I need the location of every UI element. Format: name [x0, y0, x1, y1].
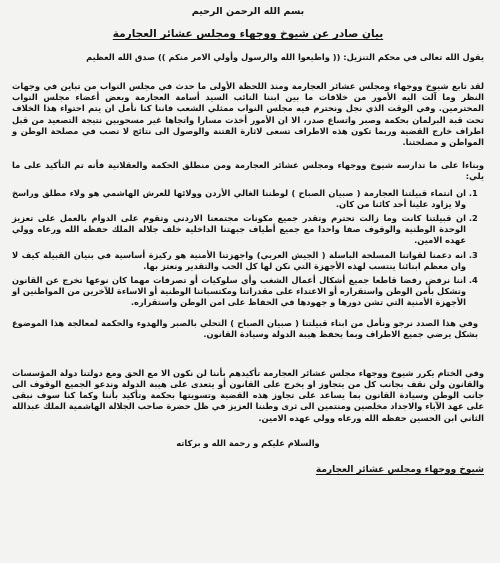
statement-title: بيان صادر عن شيوخ ووجهاء ومجلس عشائر العجارمة: [112, 28, 384, 41]
lead-paragraph: وبناءا على ما تدارسه شيوخ ووجهاء ومجلس عشائر العجارمة ومن منطلق الحكمة والعقلانية فأنه تم التأكيد على ما يلي:: [12, 159, 484, 181]
basmala-heading: بسم الله الرحمن الرحيم: [191, 6, 305, 17]
intro-paragraph: لقد تابع شيوخ ووجهاء ومجلس عشائر العجارمة ومنذ اللحظة الأولى ما حدث في مجلس النواب من تباين في وجهات النظر وما آلت اليه الأمور من خلافات ما بين ابننا النائب السيد أسامة العجارمة وبعض أعضاء مجلس النواب المحترمين. وفي الوقت الذي نجل ونحترم فيه مجلس النواب ممثلي الشعب فاننا كنا نأمل ان يتم احتواء هذا الخلاف تحت قبة البرلمان بحكمة وصبر واتساع صدر، الا ان الأمور أخذت مسارا واتجاها غير مسحوبين نتيجة التصعيد من قبل اطراف خارج القضية وربما تكون هذه الاطراف تسعى لاثارة الفتنة والوصول الى نتائج لا تصب في مصلحة الوطن و المواطن و مصلحتنا.: [12, 81, 484, 147]
list-item: 2. ان قبيلتنا كانت وما زالت تحترم وتقدر جميع مكونات مجتمعنا الاردني وتقوم على الدوام بالعمل على تعزيز الوحدة الوطنية والوقوف صفا واحدا مع جميع أطياف جبهتنا الداخلية خلف جلالة الملك حفظه الله ورعاه وولي عهده الامين.: [12, 213, 466, 246]
quran-verse: يقول الله تعالى في محكم التنزيل: (( واطيعوا الله والرسول وأولي الامر منكم )) صدق الله العظيم: [86, 52, 484, 63]
followup-paragraph: وفي هذا الصدد نرجو ونأمل من ابناء قبيلتنا ( صبيان الصباح ) التحلي بالصبر والهدوء والحكمة لمعالجة هذا الموضوع بشكل يرضي جميع الاطراف وبما يحفظ هيبة الدولة وسيادة القانون.: [12, 317, 478, 340]
signature-line: شيوخ ووجهاء ومجلس عشائر العجارمة: [315, 464, 484, 475]
points-list: [12, 188, 484, 308]
list-item: 1. ان انتماء قبيلتنا العجارمة ( صبيان الصباح ) لوطننا الغالي الأردن وولائها للعرش الهاشمي هو ولاء مطلق وراسخ ولا يزاود علينا أحد كائنا من كان.: [12, 188, 466, 210]
list-item: 3. انه دعمنا لقواتنا المسلحة الباسلة ( الجيش العربي) واجهزتنا الأمنية هو ركيزة أساسية في بنيان القبيلة كيف لا وان معظم ابنائنا ينتسب لهذه الأجهزة التي نكن لها كل الحب والتقدير ونعتز بها.: [12, 250, 466, 272]
salutation: والسلام عليكم و رحمة الله و بركاته: [176, 437, 320, 448]
list-item: 4. اننا نرفض رفضا قاطعا جميع أشكال أعمال الشغب وأي سلوكيات أو تصرفات مهما كان نوعها تخرج عن القانون وتشكل بأمن الوطن واستقراره أو الاعتداء على مقدراتنا ومكتسباتنا الوطنية أو الاساءة للآخرين من المواطنين او الأجهزة الأمنية التي تشن دورها و جهودها في الحفاظ على امن الوطن واستقراره.: [12, 275, 466, 308]
closing-paragraph: وفي الختام يكرر شيوخ ووجهاء مجلس عشائر العجارمة تأكيدهم بأننا لن نكون الا مع الحق ومع دولتنا دولة المؤسسات والقانون ولن نقف بجانب كل من يتجاوز او يخرج على القانون أو يتعدى على هيبة الدولة وندعو الجميع الوقوف الى جانب الوطن وسيادة القانون بما يساعد على تجاوز هذه القضية وتسويتها بحكمة وتأكيد بأننا وكما كنا سوف نبقى على عهد الآباء والاجداد مخلصين ومنتمين الى ثرى وطننا العزيز في ظل حضرة صاحب الجلالة الهاشمية الملك عبدالله الثاني ابن الحسين حفظه الله ورعاه وولي عهده الامين.: [12, 368, 484, 423]
